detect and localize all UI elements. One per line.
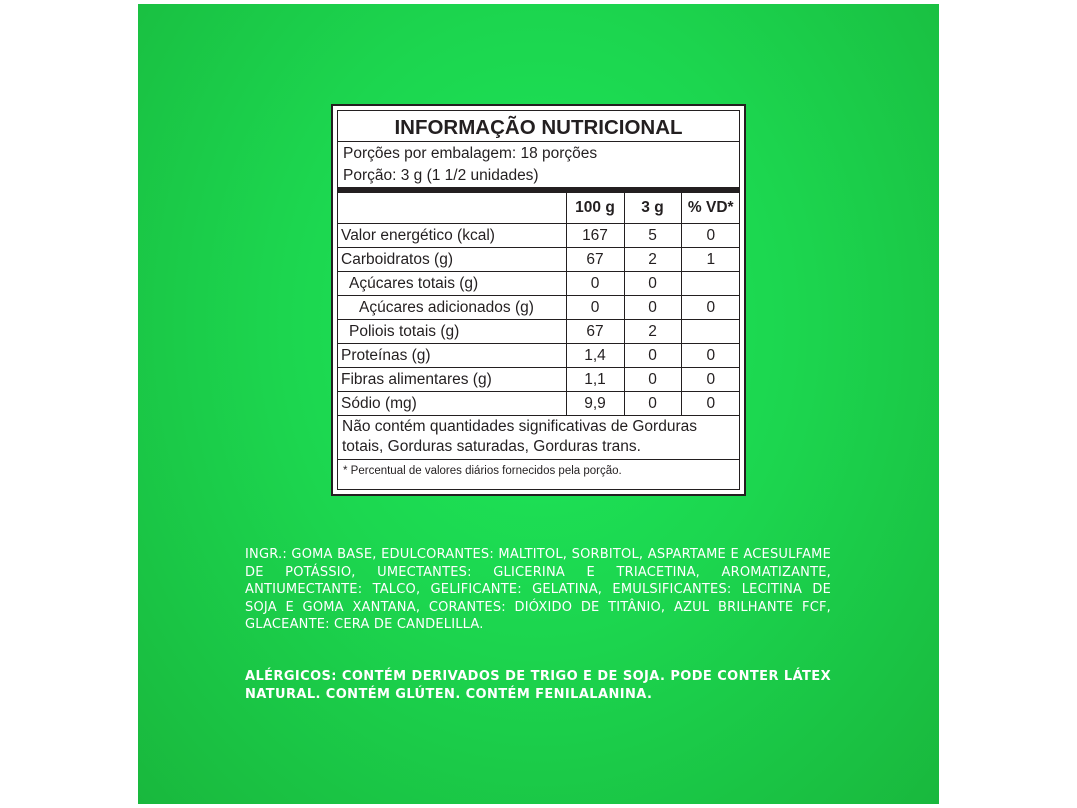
value-daily-percent: 0: [681, 296, 740, 320]
nutrition-row: [338, 368, 740, 392]
nutrition-row: [338, 248, 740, 272]
nutrient-name: Poliois totais (g): [338, 320, 566, 344]
value-per-serving: 0: [624, 296, 681, 320]
value-per-100g: 67: [566, 248, 624, 272]
value-daily-percent: 0: [681, 344, 740, 368]
header-nutrient: [338, 193, 566, 224]
value-per-serving: 0: [624, 368, 681, 392]
nutrition-row: [338, 320, 740, 344]
nutrition-row: [338, 224, 740, 248]
nutrition-facts-label: [331, 104, 746, 496]
value-daily-percent: 0: [681, 392, 740, 416]
nutrient-name: Proteínas (g): [338, 344, 566, 368]
value-per-serving: 0: [624, 272, 681, 296]
value-per-100g: 1,1: [566, 368, 624, 392]
value-per-100g: 167: [566, 224, 624, 248]
value-per-100g: 1,4: [566, 344, 624, 368]
servings-per-package: Porções por embalagem: 18 porções: [343, 145, 598, 162]
value-daily-percent: 0: [681, 224, 740, 248]
nutrient-name: Carboidratos (g): [338, 248, 566, 272]
header-per-100g: 100 g: [566, 193, 624, 224]
nutrient-name: Açúcares totais (g): [338, 272, 566, 296]
nutrition-row: [338, 272, 740, 296]
value-per-100g: 67: [566, 320, 624, 344]
nutrition-row: [338, 392, 740, 416]
value-per-100g: 0: [566, 296, 624, 320]
nutrition-facts-frame: [337, 110, 740, 490]
ingredients-text: INGR.: GOMA BASE, EDULCORANTES: MALTITOL, SORBITOL, ASPARTAME E ACESULFAME DE POTÁSSIO, UMECTANTES: GLICERINA E TRIACETINA, AROMATIZANTE, ANTIUMECTANTE: TALCO, GELIFICANTE: GELATINA, EMULSIFICANTES: LECITINA DE SOJA E GOMA XANTANA, CORANTES: DIÓXIDO DE TITÂNIO, AZUL BRILHANTE FCF, GLACEANTE: CERA DE CANDELILLA.: [245, 547, 831, 632]
allergens-text: ALÉRGICOS: CONTÉM DERIVADOS DE TRIGO E DE SOJA. PODE CONTER LÁTEX NATURAL. CONTÉM GLÚTEN. CONTÉM FENILALANINA.: [245, 669, 831, 702]
value-per-100g: 0: [566, 272, 624, 296]
value-per-serving: 5: [624, 224, 681, 248]
value-per-serving: 2: [624, 248, 681, 272]
value-per-100g: 9,9: [566, 392, 624, 416]
value-daily-percent: [681, 272, 740, 296]
nutrition-rows: [338, 224, 740, 416]
value-per-serving: 0: [624, 392, 681, 416]
nutrition-table: [338, 193, 740, 416]
nutrient-name: Açúcares adicionados (g): [338, 296, 566, 320]
nutrition-title: INFORMAÇÃO NUTRICIONAL: [338, 111, 739, 142]
serving-size: Porção: 3 g (1 1/2 unidades): [343, 167, 539, 184]
value-per-serving: 2: [624, 320, 681, 344]
header-daily-value: % VD*: [681, 193, 740, 224]
nutrition-note: Não contém quantidades significativas de Gorduras totais, Gorduras saturadas, Gorduras trans.: [338, 416, 739, 460]
value-per-serving: 0: [624, 344, 681, 368]
nutrient-name: Valor energético (kcal): [338, 224, 566, 248]
nutrition-row: [338, 296, 740, 320]
header-per-serving: 3 g: [624, 193, 681, 224]
nutrition-header-row: [338, 193, 740, 224]
nutrient-name: Fibras alimentares (g): [338, 368, 566, 392]
value-daily-percent: 1: [681, 248, 740, 272]
daily-value-footnote: * Percentual de valores diários fornecidos pela porção.: [343, 465, 622, 477]
serving-info: [338, 142, 739, 187]
nutrition-row: [338, 344, 740, 368]
nutrient-name: Sódio (mg): [338, 392, 566, 416]
value-daily-percent: [681, 320, 740, 344]
value-daily-percent: 0: [681, 368, 740, 392]
